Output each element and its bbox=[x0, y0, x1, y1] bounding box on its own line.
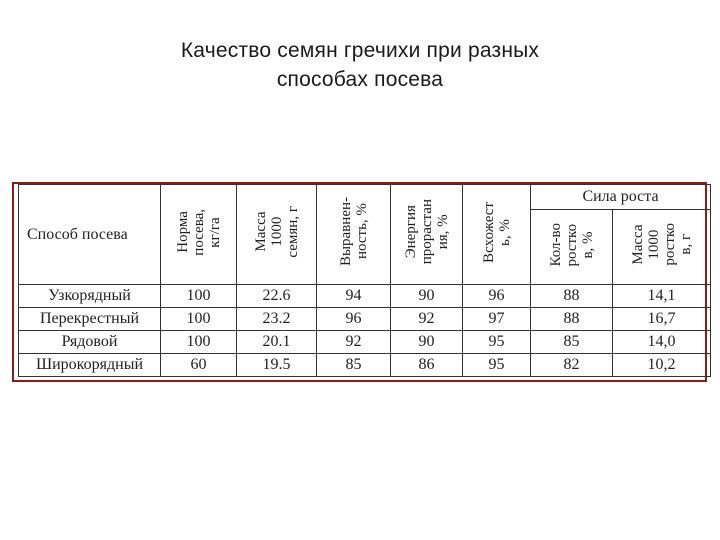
table-row bbox=[19, 308, 711, 331]
header-rate-line: кг/га bbox=[206, 216, 223, 248]
header-sprouts-mass-line: 1000 bbox=[645, 229, 662, 260]
header-energy-line: прорастан bbox=[418, 199, 435, 265]
cell-sprouts-mass: 16,7 bbox=[613, 308, 711, 331]
cell-mass: 23.2 bbox=[237, 308, 317, 331]
cell-germination: 97 bbox=[463, 308, 531, 331]
title-line-2: способах посева bbox=[276, 68, 444, 91]
table-row bbox=[19, 331, 711, 354]
cell-evenness: 94 bbox=[317, 285, 391, 308]
cell-method: Перекрестный bbox=[19, 308, 161, 331]
header-sprouts-mass bbox=[613, 210, 711, 285]
header-rate-line: Норма bbox=[174, 211, 191, 253]
cell-rate: 100 bbox=[161, 308, 237, 331]
cell-germination: 96 bbox=[463, 285, 531, 308]
header-growth-group: Сила роста bbox=[531, 185, 711, 210]
cell-mass: 20.1 bbox=[237, 331, 317, 354]
header-sprouts-mass-line: Масса bbox=[629, 224, 646, 265]
header-mass-line: Масса bbox=[252, 211, 269, 253]
header-germination-line: Всхожест bbox=[480, 201, 497, 263]
cell-energy: 90 bbox=[391, 331, 463, 354]
cell-rate: 100 bbox=[161, 285, 237, 308]
cell-energy: 90 bbox=[391, 285, 463, 308]
cell-sprouts-mass: 14,0 bbox=[613, 331, 711, 354]
cell-energy: 86 bbox=[391, 354, 463, 377]
header-rate bbox=[161, 185, 237, 285]
cell-evenness: 92 bbox=[317, 331, 391, 354]
cell-method: Узкорядный bbox=[19, 285, 161, 308]
header-evenness-line: ность, % bbox=[353, 204, 370, 260]
cell-sprouts-mass: 10,2 bbox=[613, 354, 711, 377]
header-sprouts-count bbox=[531, 210, 613, 285]
header-sprouts-count-line: ростко bbox=[563, 223, 580, 266]
cell-mass: 22.6 bbox=[237, 285, 317, 308]
cell-evenness: 85 bbox=[317, 354, 391, 377]
cell-sprouts-count: 82 bbox=[531, 354, 613, 377]
cell-energy: 92 bbox=[391, 308, 463, 331]
cell-sprouts-count: 85 bbox=[531, 331, 613, 354]
seed-quality-table bbox=[18, 184, 711, 377]
header-sprouts-mass-line: в, г bbox=[677, 234, 694, 255]
header-energy bbox=[391, 185, 463, 285]
header-energy-line: ия, % bbox=[434, 214, 451, 250]
header-germination-line: ь, % bbox=[496, 218, 513, 246]
header-energy-line: Энергия bbox=[402, 205, 419, 259]
header-evenness-line: Выравнен- bbox=[337, 197, 354, 267]
cell-sprouts-mass: 14,1 bbox=[613, 285, 711, 308]
cell-evenness: 96 bbox=[317, 308, 391, 331]
table-row bbox=[19, 285, 711, 308]
table-body bbox=[19, 285, 711, 377]
cell-method: Широкорядный bbox=[19, 354, 161, 377]
header-sprouts-count-line: в, % bbox=[579, 230, 596, 259]
header-method: Способ посева bbox=[19, 185, 161, 285]
header-rate-line: посева, bbox=[190, 208, 207, 256]
cell-rate: 100 bbox=[161, 331, 237, 354]
header-mass bbox=[237, 185, 317, 285]
cell-germination: 95 bbox=[463, 331, 531, 354]
header-mass-line: семян, г bbox=[284, 206, 301, 258]
header-germination bbox=[463, 185, 531, 285]
header-evenness bbox=[317, 185, 391, 285]
slide-title bbox=[0, 36, 720, 94]
table-row bbox=[19, 354, 711, 377]
cell-method: Рядовой bbox=[19, 331, 161, 354]
header-mass-line: 1000 bbox=[268, 217, 285, 247]
cell-mass: 19.5 bbox=[237, 354, 317, 377]
header-sprouts-count-line: Кол-во bbox=[547, 222, 564, 267]
cell-rate: 60 bbox=[161, 354, 237, 377]
cell-germination: 95 bbox=[463, 354, 531, 377]
header-sprouts-mass-line: ростко bbox=[661, 223, 678, 266]
cell-sprouts-count: 88 bbox=[531, 308, 613, 331]
cell-sprouts-count: 88 bbox=[531, 285, 613, 308]
title-line-1: Качество семян гречихи при разных bbox=[180, 39, 540, 62]
